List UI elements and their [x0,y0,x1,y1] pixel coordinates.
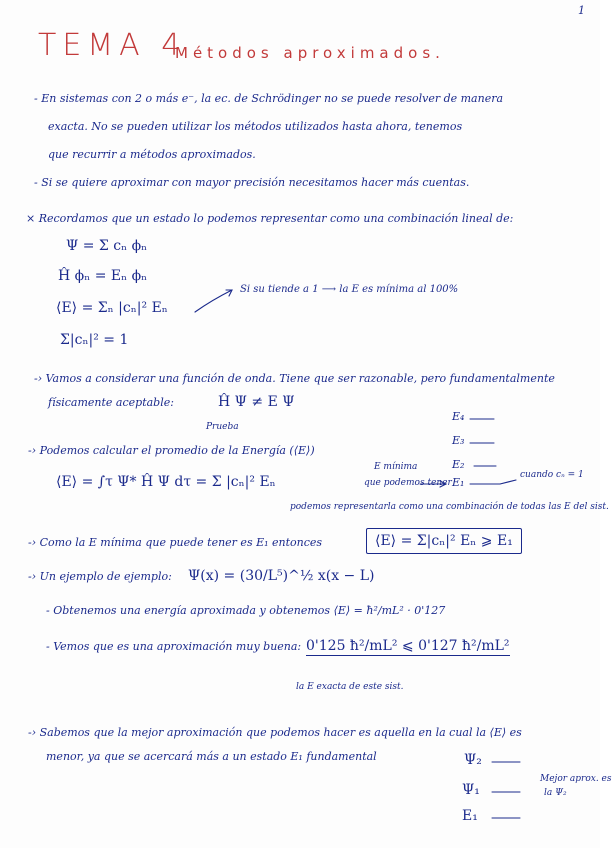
equation: ⟨E⟩ = Σₙ |cₙ|² Eₙ [56,300,168,316]
note-line: -› Como la E mínima que puede tener es E₁ entonces [28,536,323,549]
annotation: que podemos tener [364,478,452,488]
note-line: - Si se quiere aproximar con mayor precisión necesitamos hacer más cuentas. [34,176,470,189]
annotation: la Ψ₂ [544,788,567,798]
boxed-result: ⟨E⟩ = Σ|cₙ|² Eₙ ⩾ E₁ [366,528,522,554]
note-line: menor, ya que se acercará más a un estado E₁ fundamental [46,750,377,763]
arrow-icon [195,290,232,312]
energy-level: E₁ [462,808,478,824]
energy-level: E₂ [452,458,465,471]
annotation: podemos representarla como una combinación de todas las E del sist. [290,502,609,512]
equation: ⟨E⟩ = ∫τ Ψ* Ĥ Ψ dτ = Σ |cₙ|² Eₙ [56,474,276,490]
equation: Ĥ ϕₙ = Eₙ ϕₙ [58,268,148,284]
note-line: - En sistemas con 2 o más e⁻, la ec. de Schrödinger no se puede resolver de manera [34,92,504,105]
note-line: -› Sabemos que la mejor aproximación que podemos hacer es aquella en la cual la ⟨E⟩ es [28,726,522,739]
note-line: - Vemos que es una aproximación muy buena: [46,640,302,653]
equation: Ψ(x) = (30/L⁵)^½ x(x − L) [188,568,375,584]
note-line: -› Podemos calcular el promedio de la Energía (⟨E⟩) [28,444,315,457]
equation: Σ|cₙ|² = 1 [60,332,129,348]
equation: 0'125 ħ²/mL² ⩽ 0'127 ħ²/mL² [306,638,510,654]
equation: Ψ = Σ cₙ ϕₙ [66,238,148,254]
page-subtitle: Métodos aproximados. [175,44,445,62]
page-number: 1 [578,4,585,17]
annotation: cuando cₙ = 1 [520,470,584,480]
annotation: E mínima [374,462,418,472]
annotation: Prueba [206,422,239,432]
note-line: exacta. No se pueden utilizar los métodos utilizados hasta ahora, tenemos [48,120,463,133]
page-title: TEMA 4 [38,28,187,63]
annotation: Mejor aprox. es [540,774,612,784]
equation: Ĥ Ψ ≠ E Ψ [218,394,295,410]
energy-level: E₃ [452,434,465,447]
note-line: -› Un ejemplo de ejemplo: [28,570,172,583]
note-line: -› Vamos a considerar una función de onda. Tiene que ser razonable, pero fundamentalmente [34,372,555,385]
note-line: físicamente aceptable: [48,396,174,409]
annotation: Si su tiende a 1 ⟶ la E es mínima al 100% [240,284,459,295]
note-line: × Recordamos que un estado lo podemos representar como una combinación lineal de: [26,212,514,225]
note-line: - Obtenemos una energía aproximada y obtenemos ⟨E⟩ = ħ²/mL² · 0'127 [46,604,446,617]
energy-level: Ψ₂ [464,752,482,768]
annotation: la E exacta de este sist. [296,682,404,692]
energy-level: E₄ [452,410,465,423]
energy-level: Ψ₁ [462,782,480,798]
energy-level: E₁ [452,476,465,489]
note-line: que recurrir a métodos aproximados. [48,148,256,161]
